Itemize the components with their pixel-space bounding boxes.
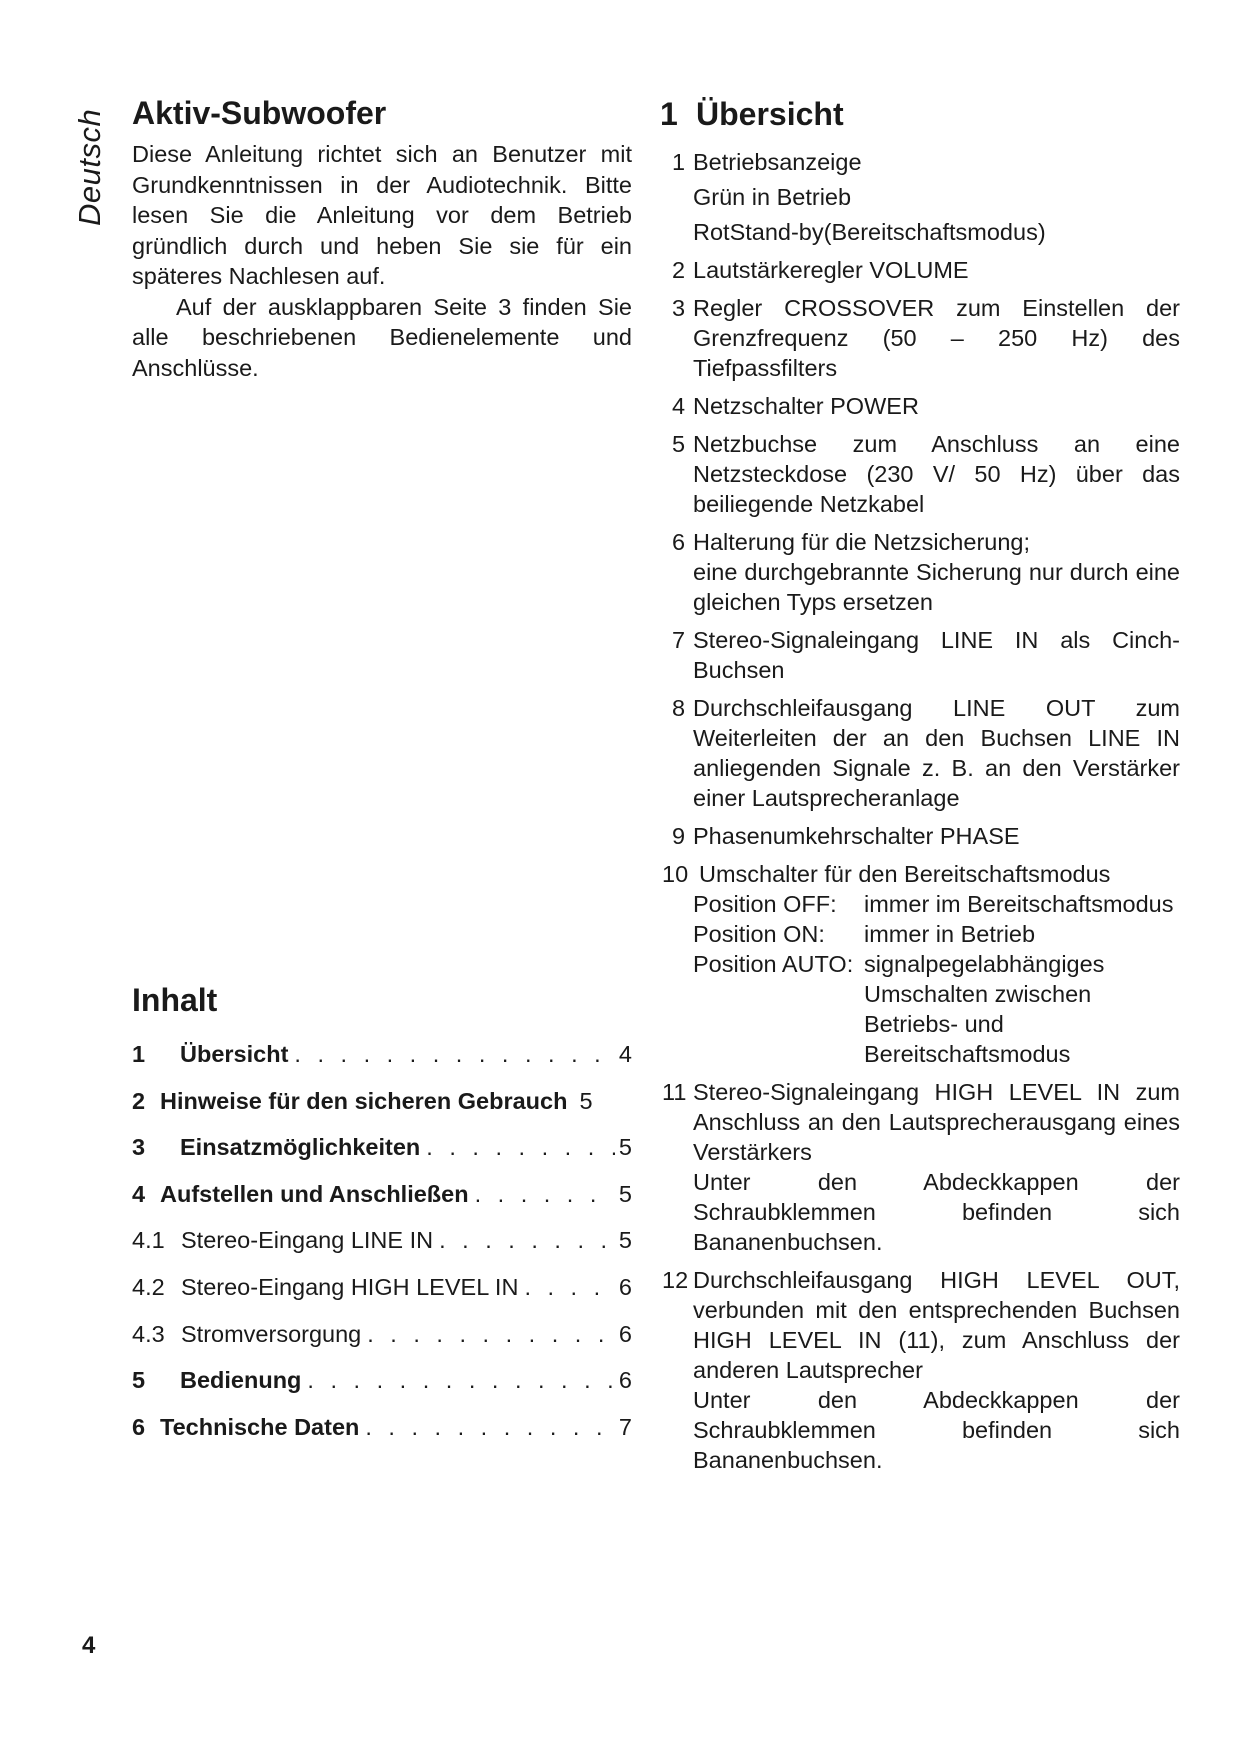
intro-paragraph-1: Diese Anleitung richtet sich an Benutzer mit Grundkenntnissen in der Audiotechnik. Bitte lesen Sie die Anleitung vor dem Betrieb gründlich durch und heben Sie sie für ein späteres Nachlesen auf. (132, 141, 632, 290)
toc-entry[interactable] (132, 1367, 632, 1414)
toc-entry-number: 2 (132, 1087, 146, 1114)
toc-leader-dots (420, 1134, 615, 1161)
toc-entry[interactable] (132, 1274, 632, 1321)
toc-leader-dots (301, 1367, 615, 1394)
toc-entry-page: 5 (618, 1227, 632, 1254)
toc-leader-dots (288, 1041, 615, 1068)
toc-entry-page: 6 (618, 1320, 632, 1347)
toc-entry-number: 4 (132, 1180, 146, 1207)
toc-entry[interactable] (132, 1321, 632, 1368)
overview-item: 6 Halterung für die Netzsicherung; eine durchgebrannte Sicherung nur durch eine gleichen Typs ersetzen (672, 529, 1180, 615)
toc-entry-number: 4.2 (132, 1273, 165, 1300)
overview-section (660, 96, 1180, 1483)
toc-entry-label: Aufstellen und Anschließen (160, 1180, 469, 1207)
toc-entry[interactable] (132, 1227, 632, 1274)
toc-entry[interactable] (132, 1088, 632, 1135)
toc-entry-number: 5 (132, 1367, 146, 1394)
toc-entry-page: 4 (618, 1041, 632, 1067)
toc-leader-dots (361, 1321, 615, 1348)
toc-entry[interactable] (132, 1181, 632, 1228)
toc-entry-page: 7 (618, 1413, 632, 1440)
overview-item: 8 Durchschleifausgang LINE OUT zum Weiterleiten der an den Buchsen LINE IN anliegenden Signale z. B. an den Verstärker einer Lautsprecheranlage (672, 695, 1180, 811)
toc-leader-dots (359, 1414, 615, 1441)
toc-entry-number: 4.1 (132, 1227, 165, 1254)
toc-entry-label: Technische Daten (160, 1413, 360, 1440)
overview-item: 1 Betriebsanzeige Grün in Betrieb RotStand-by(Bereitschaftsmodus) (672, 149, 1046, 245)
toc-entry-page: 6 (618, 1273, 632, 1300)
language-tab: Deutsch (72, 108, 107, 226)
page-number: 4 (82, 1632, 96, 1659)
table-of-contents (132, 982, 632, 1460)
toc-entry-label: Stereo-Eingang HIGH LEVEL IN (181, 1273, 519, 1300)
toc-entry-number: 3 (132, 1134, 146, 1161)
overview-item: 5 Netzbuchse zum Anschluss an eine Netzsteckdose (230 V/ 50 Hz) über das beiliegende Netzkabel (672, 431, 1180, 517)
document-title: Aktiv-Subwoofer (132, 95, 387, 131)
overview-item: 12 Durchschleifausgang HIGH LEVEL OUT, verbunden mit den entsprechenden Buchsen HIGH LEVEL IN (11), zum Anschluss der anderen Lautsprecher Unter den Abdeckkappen der Schraubklemmen befinden sich Bananenbuchsen. (662, 1267, 1180, 1473)
overview-item: 4 Netzschalter POWER (672, 393, 919, 419)
toc-entry-number: 6 (132, 1413, 146, 1440)
toc-entry-label: Übersicht (180, 1041, 289, 1067)
overview-item: 7 Stereo-Signaleingang LINE IN als Cinch-Buchsen (672, 627, 1180, 683)
toc-entry-label: Hinweise für den sicheren Gebrauch (160, 1087, 568, 1114)
toc-entry[interactable] (132, 1041, 632, 1088)
toc-entry-page: 6 (618, 1367, 632, 1394)
overview-item: 11 Stereo-Signaleingang HIGH LEVEL IN zum Anschluss an den Lautsprecherausgang eines Verstärkers Unter den Abdeckkappen der Schraubklemmen befinden sich Bananenbuchsen. (662, 1079, 1180, 1255)
toc-heading: Inhalt (132, 982, 218, 1018)
toc-entry-label: Stromversorgung (181, 1320, 362, 1347)
toc-entry-page: 5 (579, 1087, 593, 1114)
toc-entry[interactable] (132, 1414, 632, 1461)
toc-leader-dots (518, 1274, 614, 1301)
toc-entry-label: Stereo-Eingang LINE IN (181, 1227, 434, 1254)
overview-heading: 1 Übersicht (660, 96, 844, 132)
toc-entry-label: Bedienung (180, 1367, 302, 1394)
intro-paragraph-2: Auf der ausklappbaren Seite 3 finden Sie alle beschriebenen Bedienelemente und Anschlüsse. (132, 293, 632, 381)
overview-item: 2 Lautstärkeregler VOLUME (672, 257, 969, 283)
intro-section (132, 96, 632, 383)
overview-item: 3 Regler CROSSOVER zum Einstellen der Grenzfrequenz (50 – 250 Hz) des Tiefpassfilters (672, 295, 1180, 381)
toc-leader-dots (469, 1181, 615, 1208)
toc-leader-dots (433, 1227, 615, 1254)
toc-entry-label: Einsatzmöglichkeiten (180, 1134, 421, 1161)
overview-item: 9 Phasenumkehrschalter PHASE (672, 823, 1020, 849)
toc-entry-page: 5 (618, 1134, 632, 1161)
toc-entry-number: 1 (132, 1041, 146, 1067)
toc-entry-page: 5 (618, 1180, 632, 1207)
toc-entry-number: 4.3 (132, 1320, 165, 1347)
intro-text (132, 139, 632, 383)
overview-item: 10 Umschalter für den Bereitschaftsmodus Position OFF: immer im Bereitschaftsmodus Position ON: immer in Betrieb Position AUTO: signalpegelabhängiges Umschalten zwischen Betriebs- und Bereitschaftsmodus (660, 859, 1180, 1069)
toc-entry[interactable] (132, 1134, 632, 1181)
position-table: Position OFF: immer im Bereitschaftsmodus Position ON: immer in Betrieb Position AUTO: signalpegelabhängiges Umschalten zwischen Betriebs- und Bereitschaftsmodus (693, 891, 1174, 1067)
